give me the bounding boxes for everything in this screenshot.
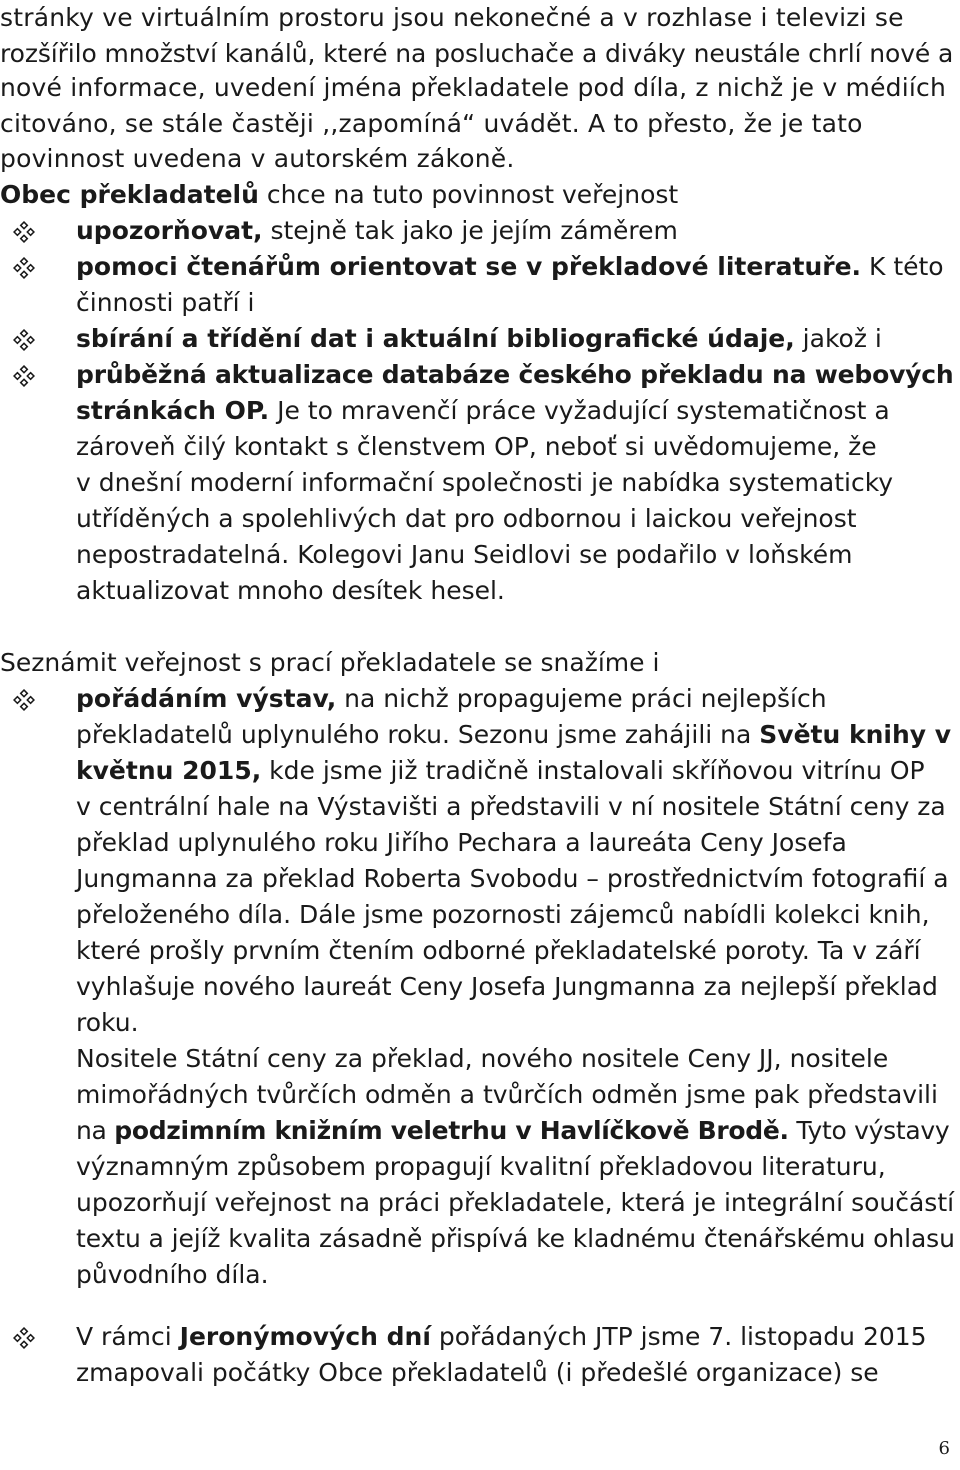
text-run: chce na tuto povinnost veřejnost	[258, 180, 679, 209]
text-run: kde jsme již tradičně instalovali skříňovou vitrínu OP	[261, 756, 925, 785]
bullet-icon	[5, 213, 63, 249]
bullet-icon	[5, 249, 63, 285]
text-line: Jungmanna za překlad Roberta Svobodu – prostřednictvím fotografií a	[76, 864, 949, 893]
bold-phrase: sbírání a třídění dat i aktuální bibliografické údaje,	[76, 324, 795, 353]
text-line: mimořádných tvůrčích odměn a tvůrčích odměn jsme pak představili	[76, 1080, 938, 1109]
text-line: povinnost uvedena v autorském zákoně.	[0, 144, 515, 173]
text-run: V rámci	[76, 1322, 180, 1351]
list-item	[76, 321, 882, 357]
text-line: zároveň čilý kontakt s členstvem OP, neboť si uvědomujeme, že	[76, 432, 877, 461]
text-run: Je to mravenčí práce vyžadující systematičnost a	[269, 396, 890, 425]
text-line: Seznámit veřejnost s prací překladatele se snažíme i	[0, 648, 660, 677]
list-item	[76, 681, 827, 717]
four-diamond-bullet-icon	[13, 221, 35, 243]
text-line: utříděných a spolehlivých dat pro odbornou i laickou veřejnost	[76, 504, 857, 533]
text-line: zmapovali počátky Obce překladatelů (i předešlé organizace) se	[76, 1358, 879, 1387]
text-line: Nositele Státní ceny za překlad, nového nositele Ceny JJ, nositele	[76, 1044, 889, 1073]
text-line: textu a jejíž kvalita zásadně přispívá ke kladnému čtenářskému ohlasu	[76, 1224, 955, 1253]
text-run: překladatelů uplynulého roku. Sezonu jsme zahájili na	[76, 720, 760, 749]
text-run: K této	[861, 252, 944, 281]
text-run: na nichž propagujeme práci nejlepších	[336, 684, 827, 713]
text-line: přeloženého díla. Dále jsme pozornosti zájemců nabídli kolekci knih,	[76, 900, 930, 929]
bold-phrase: podzimním knižním veletrhu v Havlíčkově Brodě.	[114, 1116, 789, 1145]
four-diamond-bullet-icon	[13, 1327, 35, 1349]
four-diamond-bullet-icon	[13, 365, 35, 387]
text-line: v dnešní moderní informační společnosti je nabídka systematicky	[76, 468, 894, 497]
text-line: které prošly prvním čtením odborné překladatelské poroty. Ta v září	[76, 936, 921, 965]
text-line: nové informace, uvedení jména překladatele pod díla, z nichž je v médiích	[0, 73, 947, 102]
text-line: roku.	[76, 1008, 139, 1037]
list-item: průběžná aktualizace databáze českého překladu na webových	[76, 360, 954, 389]
text-line: rozšířilo množství kanálů, které na posluchače a diváky neustále chrlí nové a	[0, 39, 954, 68]
four-diamond-bullet-icon	[13, 689, 35, 711]
text-line: v centrální hale na Výstavišti a představili v ní nositele Státní ceny za	[76, 792, 946, 821]
bold-phrase: pomoci čtenářům orientovat se v překladové literatuře.	[76, 252, 862, 281]
four-diamond-bullet-icon	[13, 329, 35, 351]
bold-phrase: Jeronýmových dní	[179, 1322, 431, 1351]
bold-phrase: Světu knihy v	[759, 720, 952, 749]
list-item	[76, 249, 944, 285]
text-line: původního díla.	[76, 1260, 269, 1289]
text-run: jakož i	[794, 324, 882, 353]
text-run: na	[76, 1116, 115, 1145]
text-run: stejně tak jako je jejím záměrem	[262, 216, 678, 245]
text-line	[76, 753, 925, 789]
bullet-icon	[5, 321, 63, 357]
text-line	[76, 1113, 949, 1149]
text-line	[0, 177, 678, 213]
bullet-icon	[5, 357, 63, 393]
bullet-icon	[5, 1319, 63, 1355]
text-run: pořádaných JTP jsme 7. listopadu 2015	[430, 1322, 927, 1351]
bold-phrase: upozorňovat,	[76, 216, 263, 245]
text-line: vyhlašuje nového laureát Ceny Josefa Jungmanna za nejlepší překlad	[76, 972, 938, 1001]
text-line: nepostradatelná. Kolegovi Janu Seidlovi se podařilo v loňském	[76, 540, 853, 569]
text-line	[76, 393, 890, 429]
text-line: činnosti patří i	[76, 288, 255, 317]
page-number: 6	[938, 1438, 950, 1459]
bullet-icon	[5, 681, 63, 717]
list-item	[76, 213, 678, 249]
bold-phrase: stránkách OP.	[76, 396, 270, 425]
bold-phrase: pořádáním výstav,	[76, 684, 337, 713]
text-line: překlad uplynulého roku Jiřího Pechara a laureáta Ceny Josefa	[76, 828, 847, 857]
text-line: upozorňují veřejnost na práci překladatele, která je integrální součástí	[76, 1188, 955, 1217]
four-diamond-bullet-icon	[13, 257, 35, 279]
text-line: stránky ve virtuálním prostoru jsou nekonečné a v rozhlase i televizi se	[0, 3, 904, 32]
text-line: aktualizovat mnoho desítek hesel.	[76, 576, 505, 605]
text-line: významným způsobem propagují kvalitní překladovou literaturu,	[76, 1152, 886, 1181]
text-line	[76, 717, 951, 753]
text-line: citováno, se stále častěji ,,zapomíná“ uvádět. A to přesto, že je tato	[0, 109, 863, 138]
list-item	[76, 1319, 927, 1355]
text-run: Tyto výstavy	[788, 1116, 950, 1145]
bold-phrase: Obec překladatelů	[0, 180, 259, 209]
bold-phrase: květnu 2015,	[76, 756, 262, 785]
